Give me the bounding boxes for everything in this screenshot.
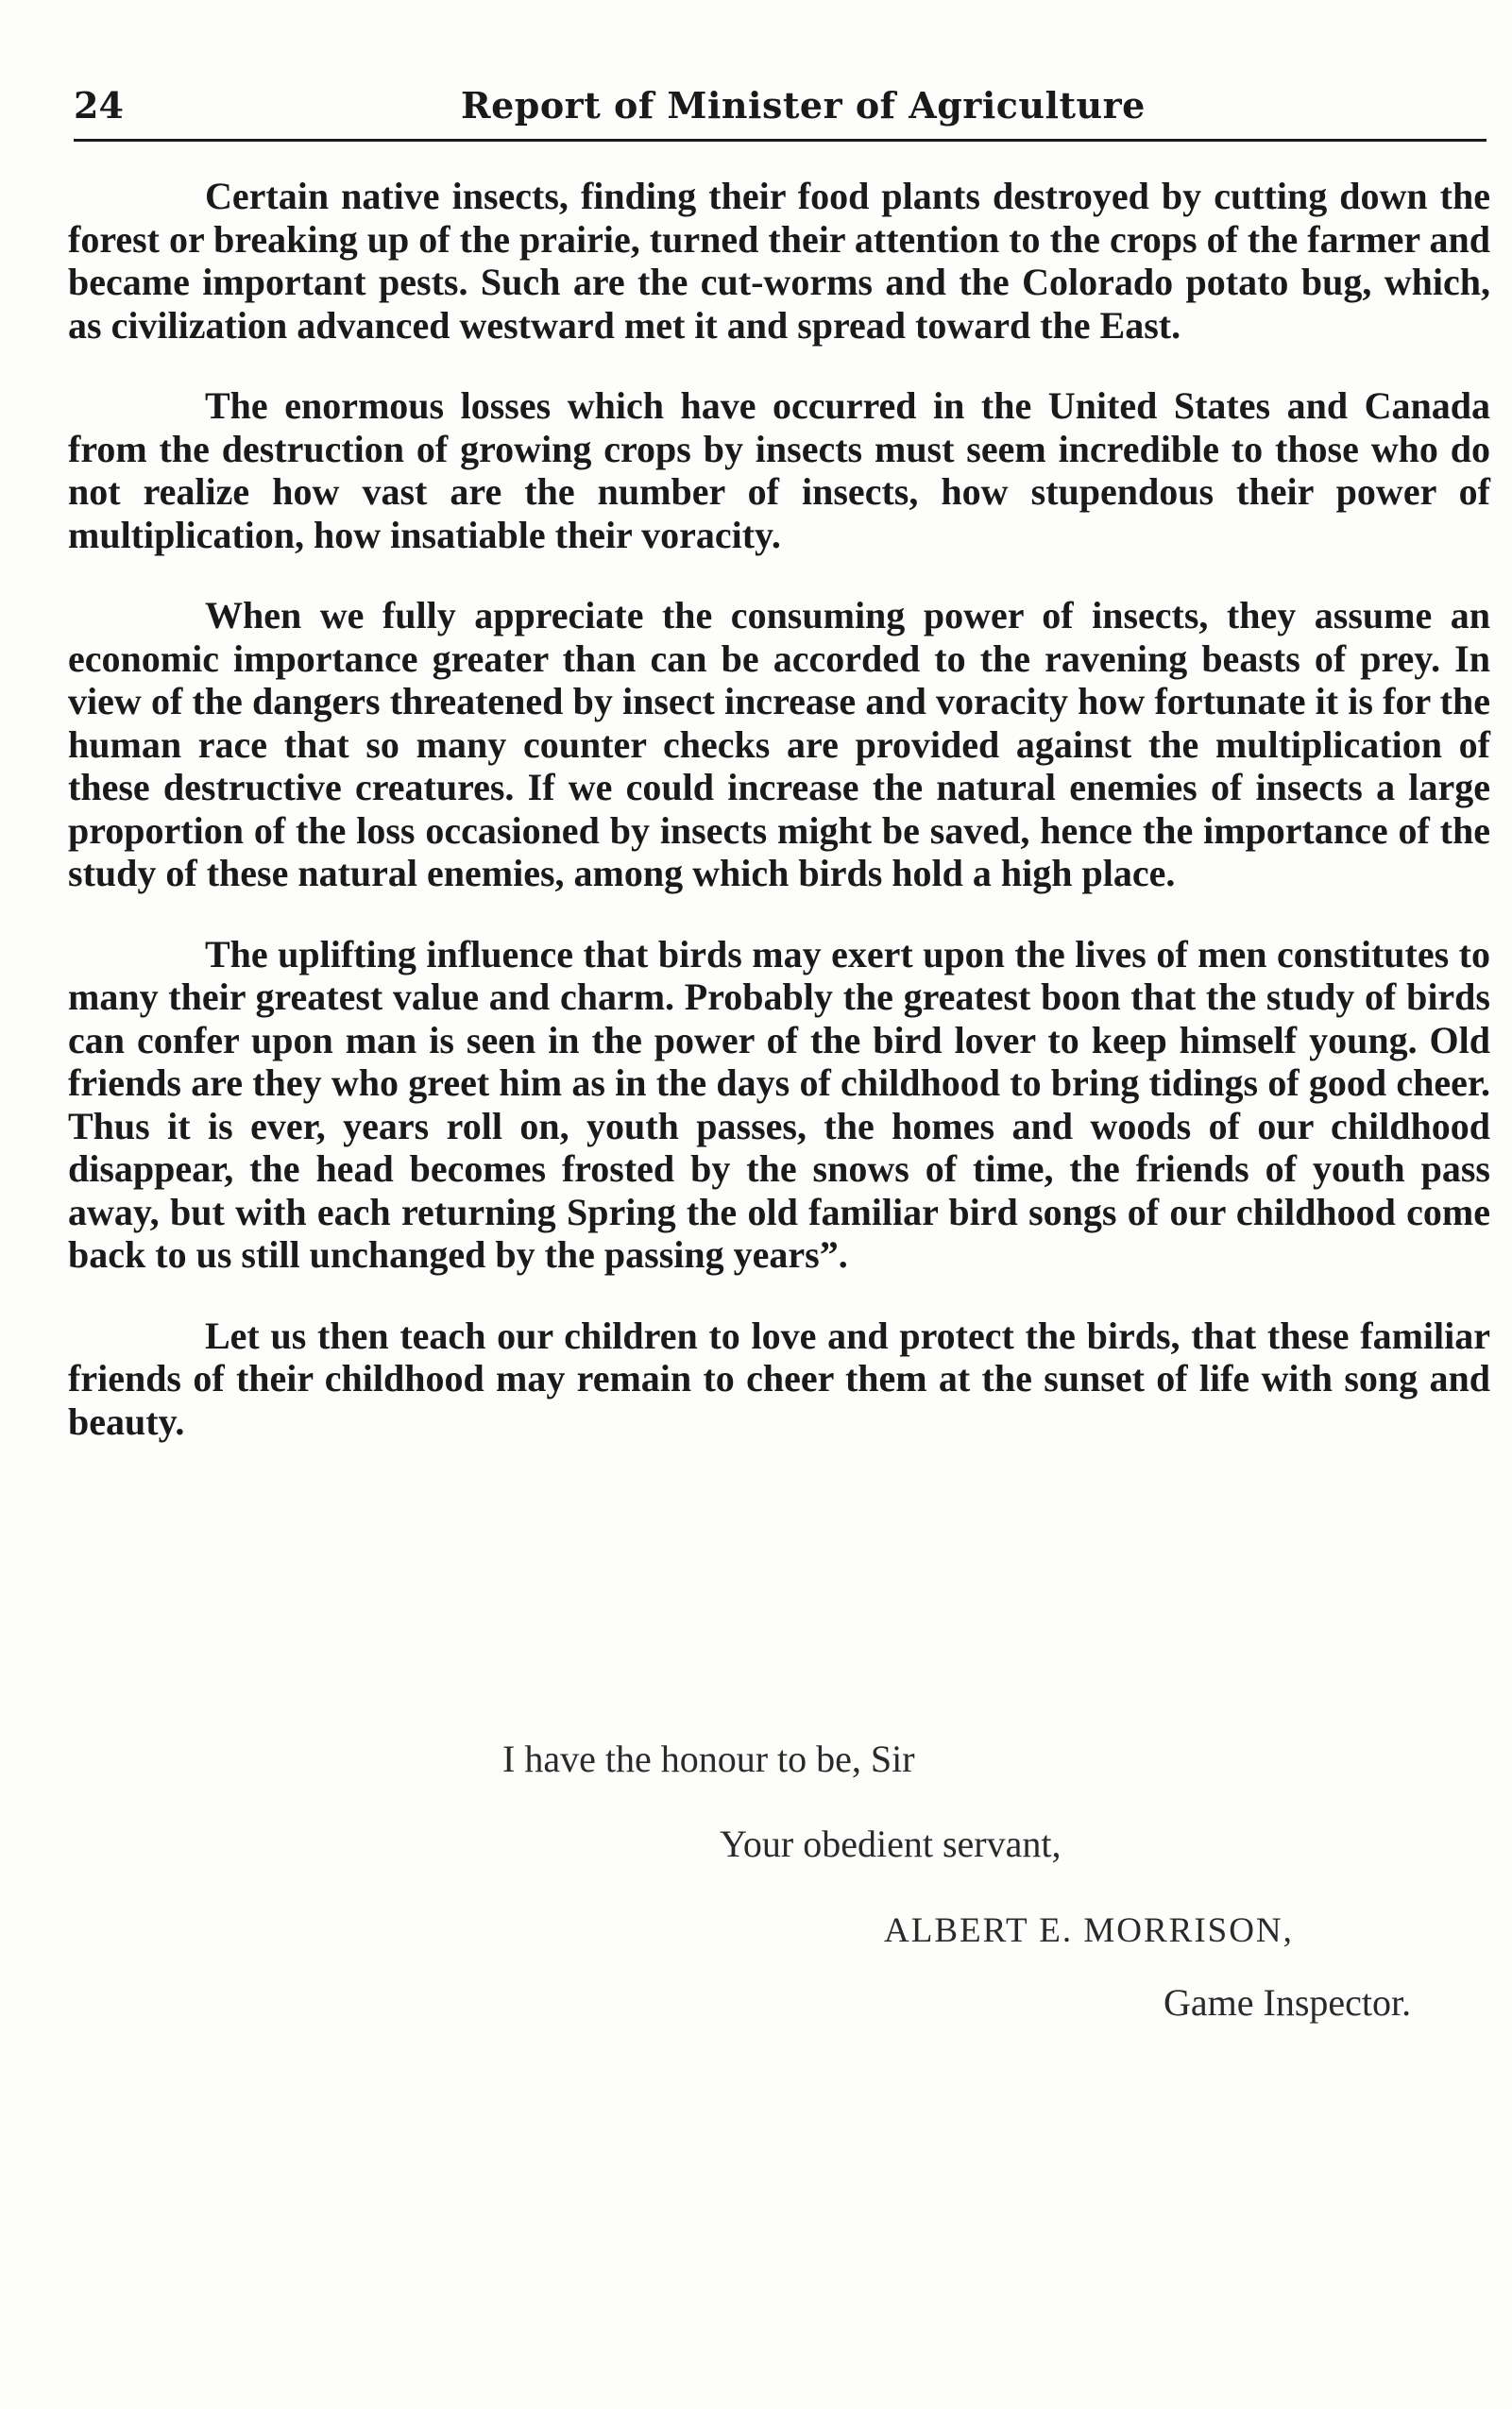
running-header	[74, 77, 1490, 134]
paragraph-consuming-power: When we fully appreciate the consuming power of insects, they assume an economic importance greater than can be accorded to the ravening beasts of prey. In view of the dangers threatened by insect increase and voracity how fortunate it is for the human race that so many counter checks are provided against the multiplication of these destructive creatures. If we could increase the natural enemies of insects a large proportion of the loss occasioned by insects might be saved, hence the importance of the study of these natural enemies, among which birds hold a high place.	[68, 594, 1490, 894]
header-rule	[74, 139, 1487, 142]
closing-servant: Your obedient servant,	[720, 1823, 1062, 1865]
page-number: 24	[74, 84, 124, 127]
paragraph-insects-pests: Certain native insects, finding their food plants destroyed by cutting down the forest or breaking up of the prairie, turned their attention to the crops of the farmer and became important pests. Such are the cut-worms and the Colorado potato bug, which, as civilization advanced westward met it and spread toward the East.	[68, 175, 1490, 347]
paragraph-enormous-losses: The enormous losses which have occurred in the United States and Canada from the destruction of growing crops by insects must seem incredible to those who do not realize how vast are the number of insects, how stupendous their power of multiplication, how insatiable their voracity.	[68, 384, 1490, 556]
body-text	[68, 175, 1490, 1479]
signature-name: ALBERT E. MORRISON,	[884, 1911, 1294, 1950]
running-title: Report of Minister of Agriculture	[461, 84, 1146, 127]
paragraph-teach-children: Let us then teach our children to love and protect the birds, that these familiar friends of their childhood may remain to cheer them at the sunset of life with song and beauty.	[68, 1314, 1490, 1443]
closing-salutation: I have the honour to be, Sir	[502, 1738, 915, 1780]
paragraph-uplifting-influence: The uplifting influence that birds may exert upon the lives of men constitutes to many their greatest value and charm. Probably the greatest boon that the study of birds can confer upon man is seen in the power of the bird lover to keep himself young. Old friends are they who greet him as in the days of childhood to bring tidings of good cheer. Thus it is ever, years roll on, youth passes, the homes and woods of our childhood disappear, the head becomes frosted by the snows of time, the friends of youth pass away, but with each returning Spring the old familiar bird songs of our childhood come back to us still unchanged by the passing years”.	[68, 932, 1490, 1276]
signature-title: Game Inspector.	[1164, 1981, 1412, 2024]
